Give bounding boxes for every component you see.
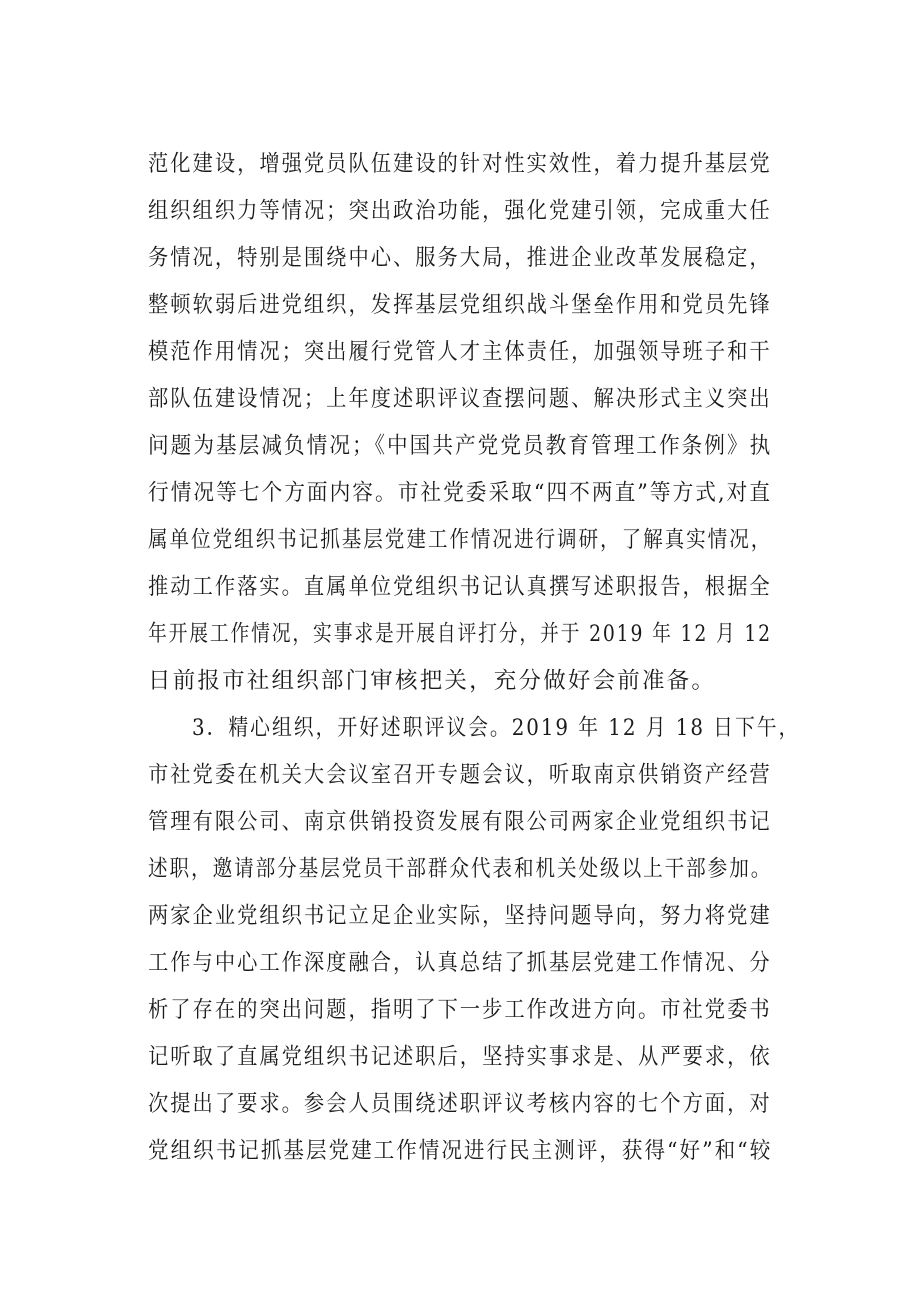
text-line: 范化建设，增强党员队伍建设的针对性实效性，着力提升基层党 — [148, 151, 772, 177]
text-line: 模范作用情况；突出履行党管人才主体责任，加强领导班子和干 — [148, 339, 772, 365]
text-line: 问题为基层减负情况；《中国共产党党员教育管理工作条例》执 — [148, 433, 773, 459]
text-line: 党组织书记抓基层党建工作情况进行民主测评，获得“好”和“较 — [148, 1138, 773, 1164]
text-line: 务情况，特别是围绕中心、服务大局，推进企业改革发展稳定， — [148, 245, 772, 271]
text-line: 属单位党组织书记抓基层党建工作情况进行调研，了解真实情况， — [148, 527, 773, 553]
text-line: 日前报市社组织部门审核把关，充分做好会前准备。 — [148, 668, 717, 694]
text-line: 市社党委在机关大会议室召开专题会议，听取南京供销资产经营 — [148, 762, 772, 788]
text-line: 次提出了要求。参会人员围绕述职评议考核内容的七个方面，对 — [148, 1091, 772, 1117]
text-line: 两家企业党组织书记立足企业实际，坚持问题导向，努力将党建 — [148, 903, 772, 929]
text-line: 部队伍建设情况；上年度述职评议查摆问题、解决形式主义突出 — [148, 386, 772, 412]
text-line: 行情况等七个方面内容。市社党委采取“四不两直”等方式,对直 — [148, 480, 772, 506]
text-line: 工作与中心工作深度融合，认真总结了抓基层党建工作情况、分 — [148, 950, 772, 976]
text-line: 析了存在的突出问题，指明了下一步工作改进方向。市社党委书 — [148, 997, 772, 1023]
section-heading-line: 3．精心组织，开好述职评议会。2019 年 12 月 18 日下午， — [192, 715, 801, 741]
text-line: 整顿软弱后进党组织，发挥基层党组织战斗堡垒作用和党员先锋 — [148, 292, 772, 318]
text-line: 年开展工作情况，实事求是开展自评打分，并于 2019 年 12 月 12 — [148, 621, 772, 647]
text-line: 推动工作落实。直属单位党组织书记认真撰写述职报告，根据全 — [148, 574, 772, 600]
text-line: 述职，邀请部分基层党员干部群众代表和机关处级以上干部参加。 — [148, 856, 773, 882]
text-line: 组织组织力等情况；突出政治功能，强化党建引领，完成重大任 — [148, 198, 772, 224]
text-line: 记听取了直属党组织书记述职后，坚持实事求是、从严要求，依 — [148, 1044, 772, 1070]
text-line: 管理有限公司、南京供销投资发展有限公司两家企业党组织书记 — [148, 809, 772, 835]
